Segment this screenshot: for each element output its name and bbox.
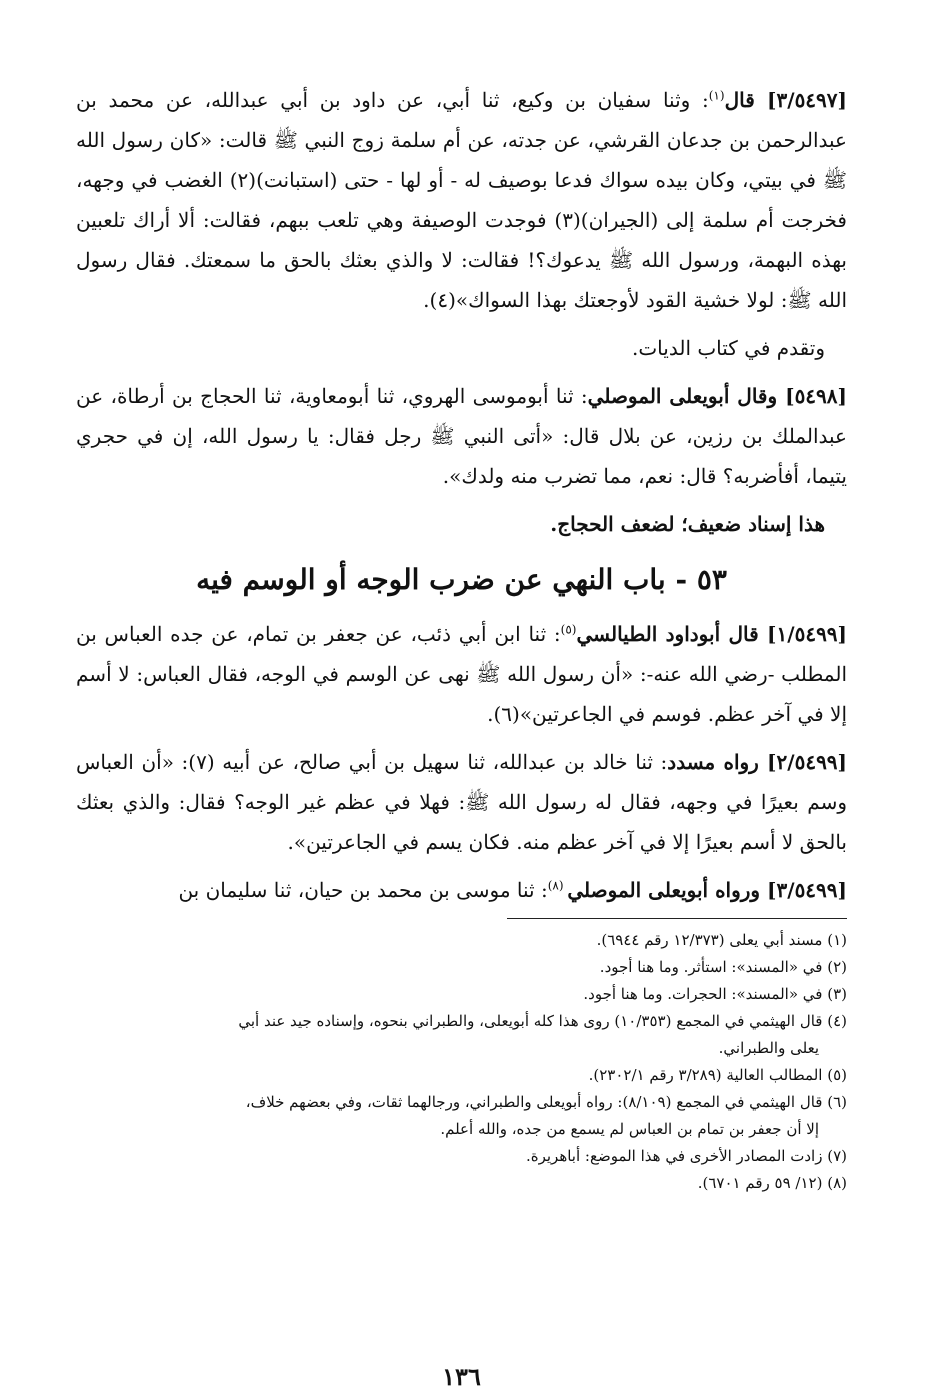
footnote: (٥) المطالب العالية (٣/٢٨٩ رقم ٢٣٠٢/١). (588, 1066, 847, 1084)
hadith-5499-1 (76, 614, 847, 734)
hadith-5499-3 (76, 870, 847, 910)
footnote: (٣) في «المسند»: الحجرات. وما هنا أجود. (583, 985, 847, 1003)
note-ref: (١) (708, 88, 725, 103)
footnote-continuation: يعلى والطبراني. (718, 1039, 819, 1057)
footnote: (٧) زادت المصادر الأخرى في هذا الموضع: أباهريرة. (525, 1147, 847, 1165)
note-ref: (٨) (547, 878, 568, 893)
footnote: (٢) في «المسند»: استأثر. وما هنا أجود. (599, 958, 847, 976)
hadith-5499-2 (76, 742, 847, 862)
hadith-5497 (76, 80, 847, 320)
footnote-divider (507, 918, 847, 919)
hadith-label: [٣/٥٤٩٧] قال (724, 88, 847, 112)
page-number: ١٣٦ (442, 1362, 481, 1391)
hadith-label: [٣/٥٤٩٩] ورواه أبويعلى الموصلي (567, 878, 847, 902)
footnote: (٨) (١٢/ ٥٩ رقم ٦٧٠١). (697, 1174, 847, 1192)
hadith-5498 (76, 376, 847, 496)
hadith-text: : ثنا خالد بن عبدالله، ثنا سهيل بن أبي صالح، عن أبيه (٧): «أن العباس وسم بعيرًا في وجهه، فقال له رسول الله ﷺ: فهلا في عظم غير الوجه؟ فقال: والذي بعثك بالحق لا أسم بعيرًا إلا في آخر عظم منه. فكان يسم في الجاعرتين». (76, 750, 847, 854)
hadith-label: [١/٥٤٩٩] قال أبوداود الطيالسي (576, 622, 848, 646)
cross-reference: وتقدم في كتاب الديات. (632, 336, 825, 360)
hadith-label: [٢/٥٤٩٩] رواه مسدد (667, 750, 848, 774)
chapter-heading: ٥٣ - باب النهي عن ضرب الوجه أو الوسم فيه (196, 563, 727, 596)
footnote: (٤) قال الهيثمي في المجمع (١٠/٣٥٣) روى هذا كله أبويعلى، والطبراني بنحوه، وإسناده جيد عند أبي (238, 1012, 847, 1030)
hadith-text: : وثنا سفيان بن وكيع، ثنا أبي، عن داود بن أبي عبدالله، عن محمد بن عبدالرحمن بن جدعان القرشي، عن جدته، عن أم سلمة زوج النبي ﷺ قالت: «كان رسول الله ﷺ في بيتي، وكان بيده سواك فدعا بوصيف له - أو لها - حتى (استبانت)(٢) الغضب في وجهه، فخرجت أم سلمة إلى (الجيران)(٣) فوجدت الوصيفة وهي تلعب ببهم، فقالت: ألا أراك تلعبين بهذه البهمة، ورسول الله ﷺ يدعوك؟! فقالت: لا والذي بعثك بالحق ما سمعتك. فقال رسول الله ﷺ: لولا خشية القود لأوجعتك بهذا السواك»(٤). (76, 88, 847, 312)
hadith-text: : ثنا أبوموسى الهروي، ثنا أبومعاوية، ثنا الحجاج بن أرطاة، عن عبدالملك بن رزين، عن بلال قال: «أتى النبي ﷺ رجل فقال: يا رسول الله، إن في حجري يتيما، أفأضربه؟ قال: نعم، مما تضرب منه ولدك». (76, 384, 847, 488)
hadith-text: : ثنا ابن أبي ذئب، عن جعفر بن تمام، عن جده العباس بن المطلب -رضي الله عنه-: «أن رسول الله ﷺ نهى عن الوسم في الوجه، فقال العباس: لا أسم إلا في آخر عظم. فوسم في الجاعرتين»(٦). (76, 622, 847, 726)
footnote-continuation: إلا أن جعفر بن تمام بن العباس لم يسمع من جده، والله أعلم. (440, 1120, 819, 1138)
footnote: (٦) قال الهيثمي في المجمع (٨/١٠٩): رواه أبويعلى والطبراني، ورجالهما ثقات، وفي بعضهم خلاف، (245, 1093, 847, 1111)
note-ref: (٥) (560, 622, 577, 637)
footnote: (١) مسند أبي يعلى (١٢/٣٧٣ رقم ٦٩٤٤). (596, 931, 847, 949)
footnotes (76, 927, 847, 1197)
hadith-label: [٥٤٩٨] وقال أبويعلى الموصلي (587, 384, 847, 408)
page-body (76, 80, 848, 1391)
hadith-text: : ثنا موسى بن محمد بن حيان، ثنا سليمان بن (178, 878, 548, 902)
isnad-grading: هذا إسناد ضعيف؛ لضعف الحجاج. (550, 512, 825, 536)
